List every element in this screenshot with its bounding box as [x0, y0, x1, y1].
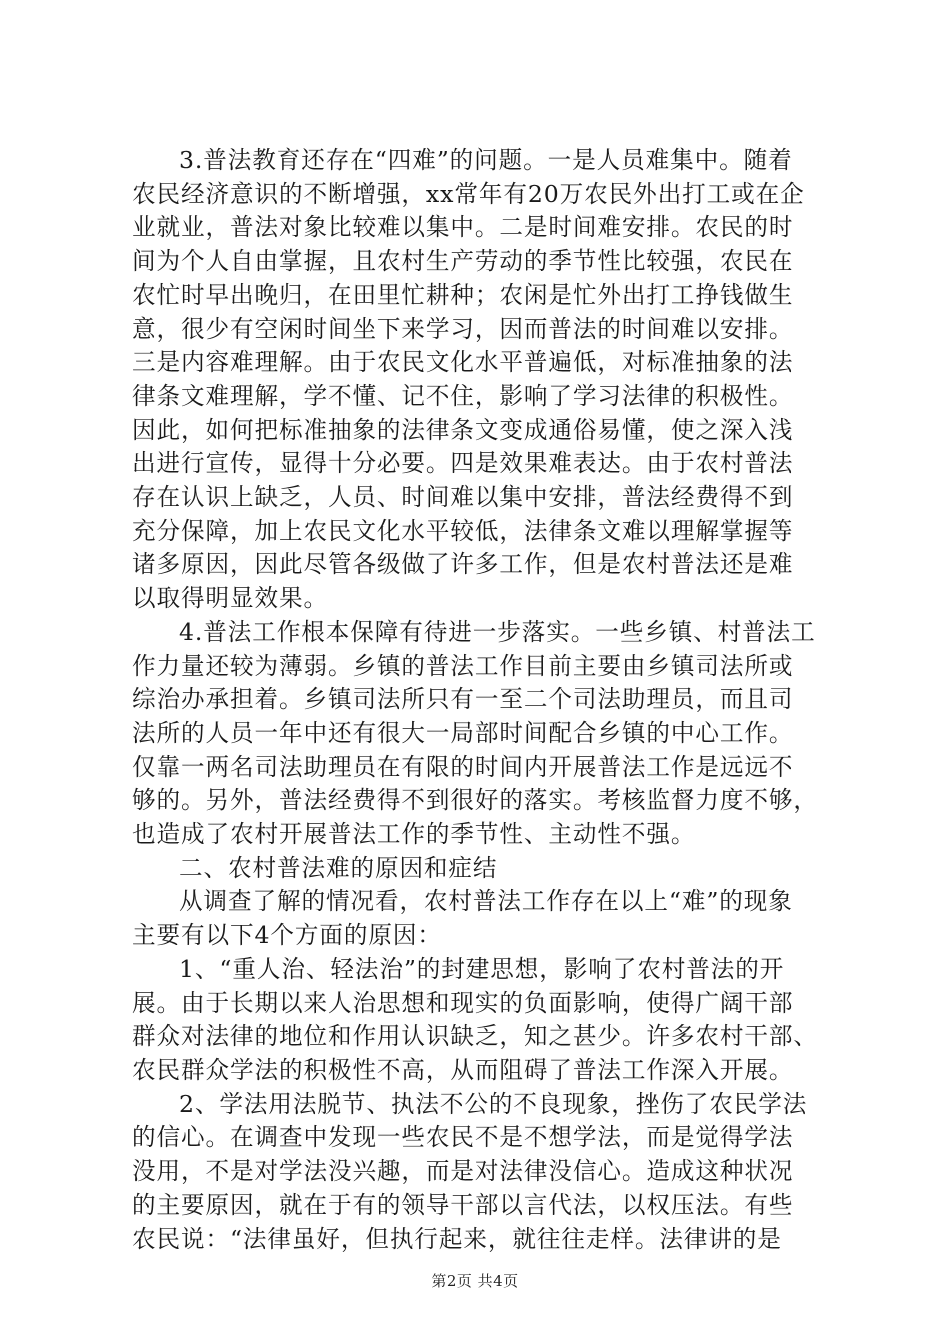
- page-footer: 第2页 共4页: [431, 1272, 519, 1290]
- text-line: 三是内容难理解。由于农民文化水平普遍低，对标准抽象的法: [132, 348, 794, 377]
- text-line: 综治办承担着。乡镇司法所只有一至二个司法助理员，而且司: [132, 685, 794, 714]
- text-line: 农民说：“法律虽好，但执行起来，就往往走样。法律讲的是: [132, 1224, 782, 1253]
- text-line: 律条文难理解，学不懂、记不住，影响了学习法律的积极性。: [132, 381, 794, 410]
- text-line: 从调查了解的情况看，农村普法工作存在以上“难”的现象: [179, 887, 793, 916]
- text-line: 业就业，普法对象比较难以集中。二是时间难安排。农民的时: [132, 213, 794, 242]
- text-line: 也造成了农村开展普法工作的季节性、主动性不强。: [132, 820, 696, 849]
- text-line: 4.普法工作根本保障有待进一步落实。一些乡镇、村普法工: [179, 617, 816, 646]
- text-line: 作力量还较为薄弱。乡镇的普法工作目前主要由乡镇司法所或: [132, 651, 794, 680]
- paragraph: [132, 616, 832, 852]
- text-line: 二、农村普法难的原因和症结: [179, 853, 498, 882]
- paragraph: [132, 1088, 832, 1257]
- text-line: 的信心。在调查中发现一些农民不是不想学法，而是觉得学法: [132, 1123, 794, 1152]
- text-line: 够的。另外，普法经费得不到很好的落实。考核监督力度不够，: [132, 786, 818, 815]
- text-line: 因此，如何把标准抽象的法律条文变成通俗易懂，使之深入浅: [132, 415, 794, 444]
- text-line: 以取得明显效果。: [132, 584, 328, 613]
- text-line: 农民经济意识的不断增强，xx常年有20万农民外出打工或在企: [132, 179, 805, 208]
- text-line: 的主要原因，就在于有的领导干部以言代法，以权压法。有些: [132, 1190, 794, 1219]
- text-line: 意，很少有空闲时间坐下来学习，因而普法的时间难以安排。: [132, 314, 794, 343]
- text-line: 充分保障，加上农民文化水平较低，法律条文难以理解掌握等: [132, 516, 794, 545]
- text-line: 存在认识上缺乏，人员、时间难以集中安排，普法经费得不到: [132, 483, 794, 512]
- text-line: 1、“重人治、轻法治”的封建思想，影响了农村普法的开: [179, 954, 785, 983]
- text-line: 群众对法律的地位和作用认识缺乏，知之甚少。许多农村干部、: [132, 1022, 818, 1051]
- paragraph: [132, 852, 832, 886]
- text-line: 农忙时早出晚归，在田里忙耕种；农闲是忙外出打工挣钱做生: [132, 280, 794, 309]
- text-line: 主要有以下4个方面的原因：: [132, 921, 442, 950]
- text-line: 法所的人员一年中还有很大一局部时间配合乡镇的中心工作。: [132, 718, 794, 747]
- document-body: [132, 144, 832, 1256]
- text-line: 诸多原因，因此尽管各级做了许多工作，但是农村普法还是难: [132, 550, 794, 579]
- text-line: 3.普法教育还存在“四难”的问题。一是人员难集中。随着: [179, 146, 793, 174]
- text-line: 2、学法用法脱节、执法不公的不良现象，挫伤了农民学法: [179, 1089, 808, 1118]
- text-line: 间为个人自由掌握，且农村生产劳动的季节性比较强，农民在: [132, 247, 794, 276]
- paragraph: [132, 953, 832, 1088]
- text-line: 出进行宣传，显得十分必要。四是效果难表达。由于农村普法: [132, 449, 794, 478]
- text-line: 没用，不是对学法没兴趣，而是对法律没信心。造成这种状况: [132, 1157, 794, 1186]
- paragraph: [132, 885, 832, 952]
- text-line: 农民群众学法的积极性不高，从而阻碍了普法工作深入开展。: [132, 1055, 794, 1084]
- text-line: 展。由于长期以来人治思想和现实的负面影响，使得广阔干部: [132, 988, 794, 1017]
- paragraph: [132, 144, 832, 616]
- text-line: 仅靠一两名司法助理员在有限的时间内开展普法工作是远远不: [132, 752, 794, 781]
